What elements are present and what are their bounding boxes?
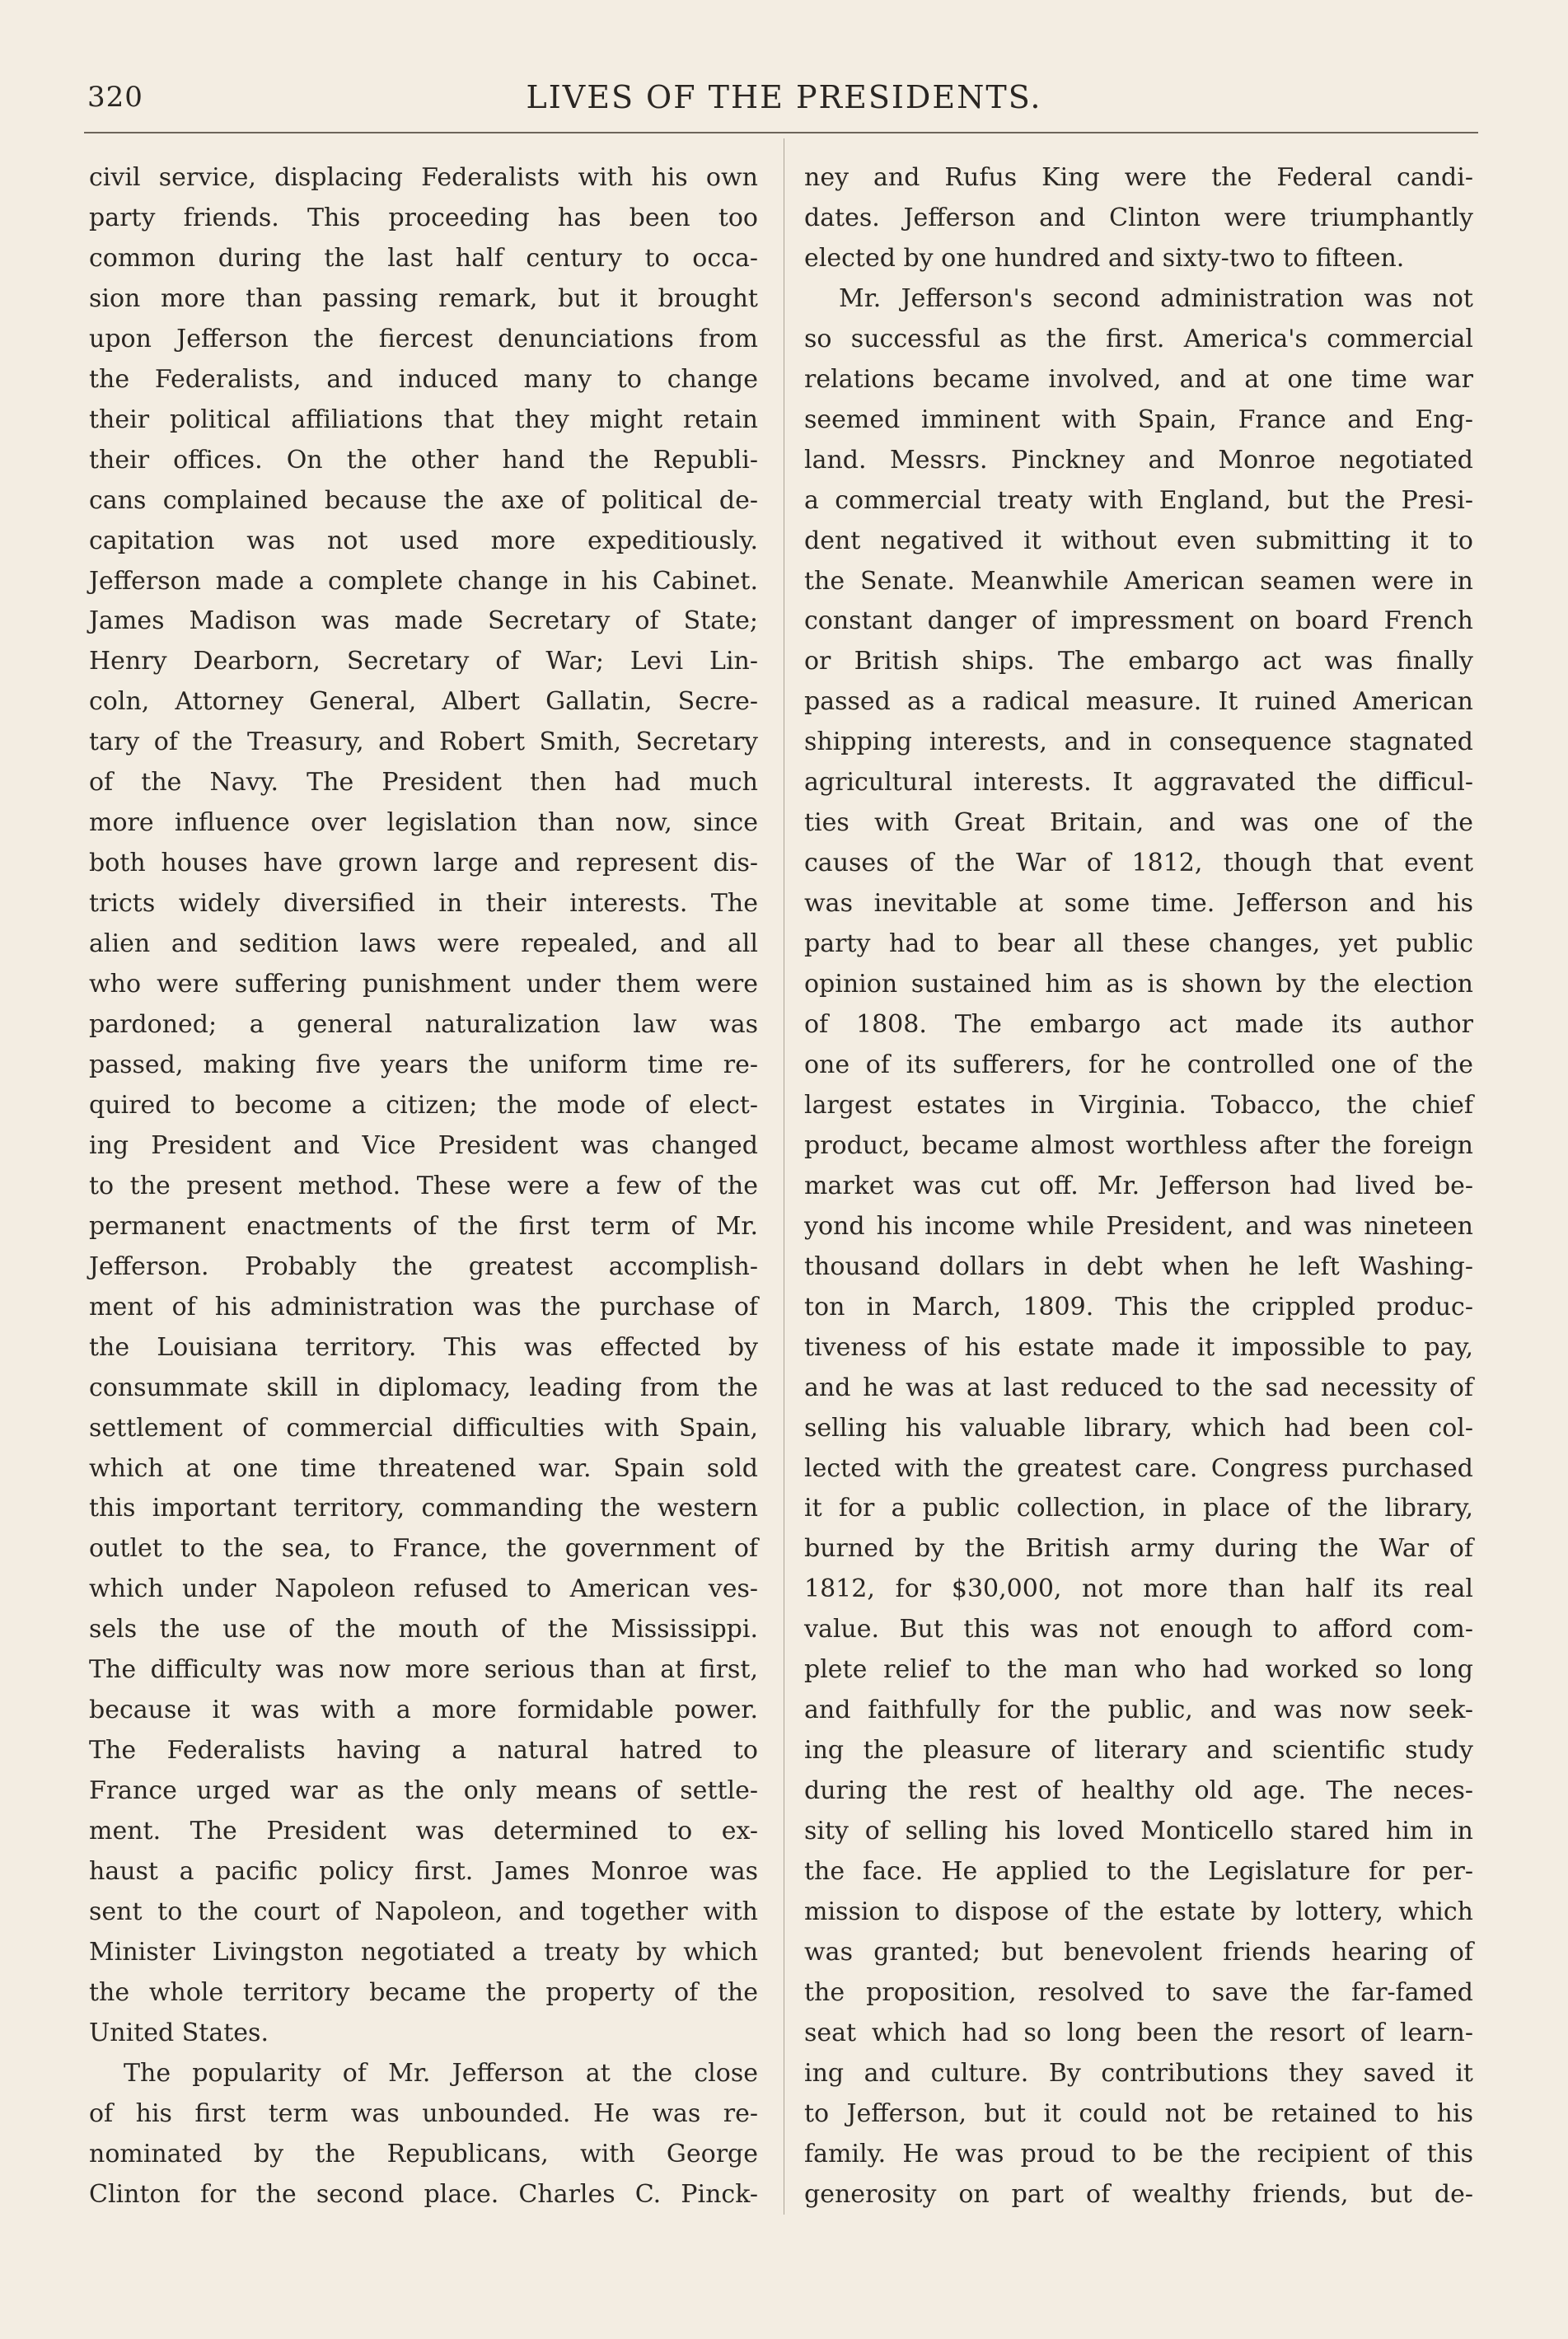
text-line: sent to the court of Napoleon, and together with <box>89 1897 758 1926</box>
left-column <box>89 158 758 2215</box>
text-line: seemed imminent with Spain, France and Eng- <box>804 405 1473 434</box>
text-line: this important territory, commanding the western <box>89 1494 758 1523</box>
text-line: France urged war as the only means of settle- <box>89 1776 758 1806</box>
text-line: of the Navy. The President then had much <box>89 768 758 798</box>
text-line: was granted; but benevolent friends hearing of <box>804 1937 1473 1967</box>
text-line: elected by one hundred and sixty-two to fifteen. <box>804 243 1405 273</box>
text-line: nominated by the Republicans, with George <box>89 2139 758 2168</box>
text-line: upon Jefferson the fiercest denunciations from <box>89 324 758 353</box>
text-line: both houses have grown large and represent dis- <box>89 849 758 878</box>
text-line: shipping interests, and in consequence stagnated <box>804 727 1473 757</box>
text-line: Minister Livingston negotiated a treaty by which <box>89 1937 758 1967</box>
text-line: the Federalists, and induced many to change <box>89 364 758 394</box>
text-line: value. But this was not enough to afford com- <box>804 1615 1473 1644</box>
text-line: to the present method. These were a few of the <box>89 1171 758 1200</box>
text-line: tricts widely diversified in their interests. The <box>89 889 758 919</box>
text-line: which at one time threatened war. Spain sold <box>89 1453 758 1483</box>
text-line: agricultural interests. It aggravated the difficul- <box>804 768 1473 798</box>
text-line: lected with the greatest care. Congress purchased <box>804 1453 1473 1483</box>
text-line: selling his valuable library, which had been col- <box>804 1413 1473 1443</box>
text-line: the proposition, resolved to save the far-famed <box>804 1977 1473 2007</box>
text-line: ton in March, 1809. This the crippled produc- <box>804 1292 1473 1322</box>
text-line: ing and culture. By contributions they saved it <box>804 2058 1473 2088</box>
text-line: was inevitable at some time. Jefferson and his <box>804 889 1473 919</box>
text-line: the Louisiana territory. This was effected by <box>89 1332 758 1362</box>
text-line: one of its sufferers, for he controlled one of the <box>804 1050 1473 1079</box>
text-line: permanent enactments of the first term of Mr. <box>89 1211 758 1241</box>
text-line: consummate skill in diplomacy, leading from the <box>89 1373 758 1402</box>
text-line: seat which had so long been the resort of learn- <box>804 2018 1473 2047</box>
text-line: ment. The President was determined to ex- <box>89 1817 758 1846</box>
text-line: passed, making five years the uniform time re- <box>89 1050 758 1079</box>
text-line: 1812, for $30,000, not more than half its real <box>804 1574 1473 1604</box>
text-line: United States. <box>89 2018 269 2047</box>
text-line: sity of selling his loved Monticello stared him in <box>804 1817 1473 1846</box>
text-line: yond his income while President, and was nineteen <box>804 1211 1473 1241</box>
text-line: opinion sustained him as is shown by the election <box>804 970 1473 999</box>
text-line: James Madison was made Secretary of State; <box>89 606 758 636</box>
text-line: to Jefferson, but it could not be retained to his <box>804 2098 1473 2128</box>
text-line: tiveness of his estate made it impossible to pay, <box>804 1332 1473 1362</box>
text-line: ment of his administration was the purchase of <box>89 1292 758 1322</box>
text-line: family. He was proud to be the recipient of this <box>804 2139 1473 2168</box>
text-line: The difficulty was now more serious than at first, <box>89 1655 758 1685</box>
text-line: Jefferson. Probably the greatest accomplish- <box>89 1251 758 1281</box>
text-line: it for a public collection, in place of the library, <box>804 1494 1473 1523</box>
text-line: common during the last half century to occa- <box>89 243 758 273</box>
text-line: The Federalists having a natural hatred to <box>89 1736 758 1766</box>
text-line: so successful as the first. America's commercial <box>804 324 1473 353</box>
text-line: of his first term was unbounded. He was re- <box>89 2098 758 2128</box>
text-line: tary of the Treasury, and Robert Smith, Secretary <box>89 727 758 757</box>
text-line: ing the pleasure of literary and scientific study <box>804 1736 1473 1766</box>
text-line: relations became involved, and at one time war <box>804 364 1473 394</box>
text-line: ties with Great Britain, and was one of the <box>804 808 1473 838</box>
text-line: plete relief to the man who had worked so long <box>804 1655 1473 1685</box>
running-title: LIVES OF THE PRESIDENTS. <box>526 79 1042 115</box>
text-line: largest estates in Virginia. Tobacco, the chief <box>804 1090 1473 1120</box>
text-line: passed as a radical measure. It ruined American <box>804 687 1473 717</box>
text-line: the Senate. Meanwhile American seamen were in <box>804 566 1473 596</box>
text-line: land. Messrs. Pinckney and Monroe negotiated <box>804 445 1473 475</box>
text-line: mission to dispose of the estate by lottery, which <box>804 1897 1473 1926</box>
text-line: who were suffering punishment under them were <box>89 970 758 999</box>
text-line: of 1808. The embargo act made its author <box>804 1010 1473 1040</box>
text-line: dates. Jefferson and Clinton were triumphantly <box>804 203 1473 232</box>
text-line: sels the use of the mouth of the Mississippi. <box>89 1615 758 1644</box>
text-line: product, became almost worthless after the foreign <box>804 1130 1473 1160</box>
text-line: Henry Dearborn, Secretary of War; Levi Lin- <box>89 647 758 676</box>
text-line: Mr. Jefferson's second administration was not <box>839 283 1473 313</box>
text-line: their offices. On the other hand the Republi- <box>89 445 758 475</box>
text-line: dent negatived it without even submitting it to <box>804 526 1473 555</box>
text-line: settlement of commercial difficulties with Spain, <box>89 1413 758 1443</box>
text-line: burned by the British army during the War of <box>804 1534 1473 1564</box>
page-number: 320 <box>87 81 143 114</box>
text-line: sion more than passing remark, but it brought <box>89 283 758 313</box>
text-line: party friends. This proceeding has been too <box>89 203 758 232</box>
text-line: and faithfully for the public, and was now seek- <box>804 1696 1473 1725</box>
text-line: party had to bear all these changes, yet public <box>804 929 1473 959</box>
text-line: quired to become a citizen; the mode of elect- <box>89 1090 758 1120</box>
text-line: constant danger of impressment on board French <box>804 606 1473 636</box>
text-line: The popularity of Mr. Jefferson at the close <box>124 2058 758 2088</box>
text-line: the face. He applied to the Legislature for per- <box>804 1857 1473 1887</box>
text-line: alien and sedition laws were repealed, and all <box>89 929 758 959</box>
text-line: more influence over legislation than now, since <box>89 808 758 838</box>
text-line: market was cut off. Mr. Jefferson had lived be- <box>804 1171 1473 1200</box>
text-line: Jefferson made a complete change in his Cabinet. <box>89 566 758 596</box>
header-rule <box>84 132 1478 133</box>
text-line: haust a pacific policy first. James Monroe was <box>89 1857 758 1887</box>
text-line: ney and Rufus King were the Federal candi- <box>804 163 1473 192</box>
text-line: their political affiliations that they might retain <box>89 405 758 434</box>
text-line: coln, Attorney General, Albert Gallatin, Secre- <box>89 687 758 717</box>
text-line: generosity on part of wealthy friends, but de- <box>804 2179 1473 2209</box>
text-line: or British ships. The embargo act was finally <box>804 647 1473 676</box>
right-column <box>804 158 1473 2215</box>
text-line: Clinton for the second place. Charles C. Pinck- <box>89 2179 758 2209</box>
text-line: a commercial treaty with England, but the Presi- <box>804 485 1473 515</box>
text-line: ing President and Vice President was changed <box>89 1130 758 1160</box>
text-line: thousand dollars in debt when he left Washing- <box>804 1251 1473 1281</box>
text-line: cans complained because the axe of political de- <box>89 485 758 515</box>
text-line: the whole territory became the property of the <box>89 1977 758 2007</box>
text-line: which under Napoleon refused to American ves- <box>89 1574 758 1604</box>
text-line: outlet to the sea, to France, the government of <box>89 1534 758 1564</box>
text-line: causes of the War of 1812, though that event <box>804 849 1473 878</box>
text-line: civil service, displacing Federalists with his own <box>89 163 758 192</box>
text-line: capitation was not used more expeditiously. <box>89 526 758 555</box>
text-line: during the rest of healthy old age. The neces- <box>804 1776 1473 1806</box>
text-line: because it was with a more formidable power. <box>89 1696 758 1725</box>
text-line: pardoned; a general naturalization law was <box>89 1010 758 1040</box>
text-line: and he was at last reduced to the sad necessity of <box>804 1373 1473 1402</box>
